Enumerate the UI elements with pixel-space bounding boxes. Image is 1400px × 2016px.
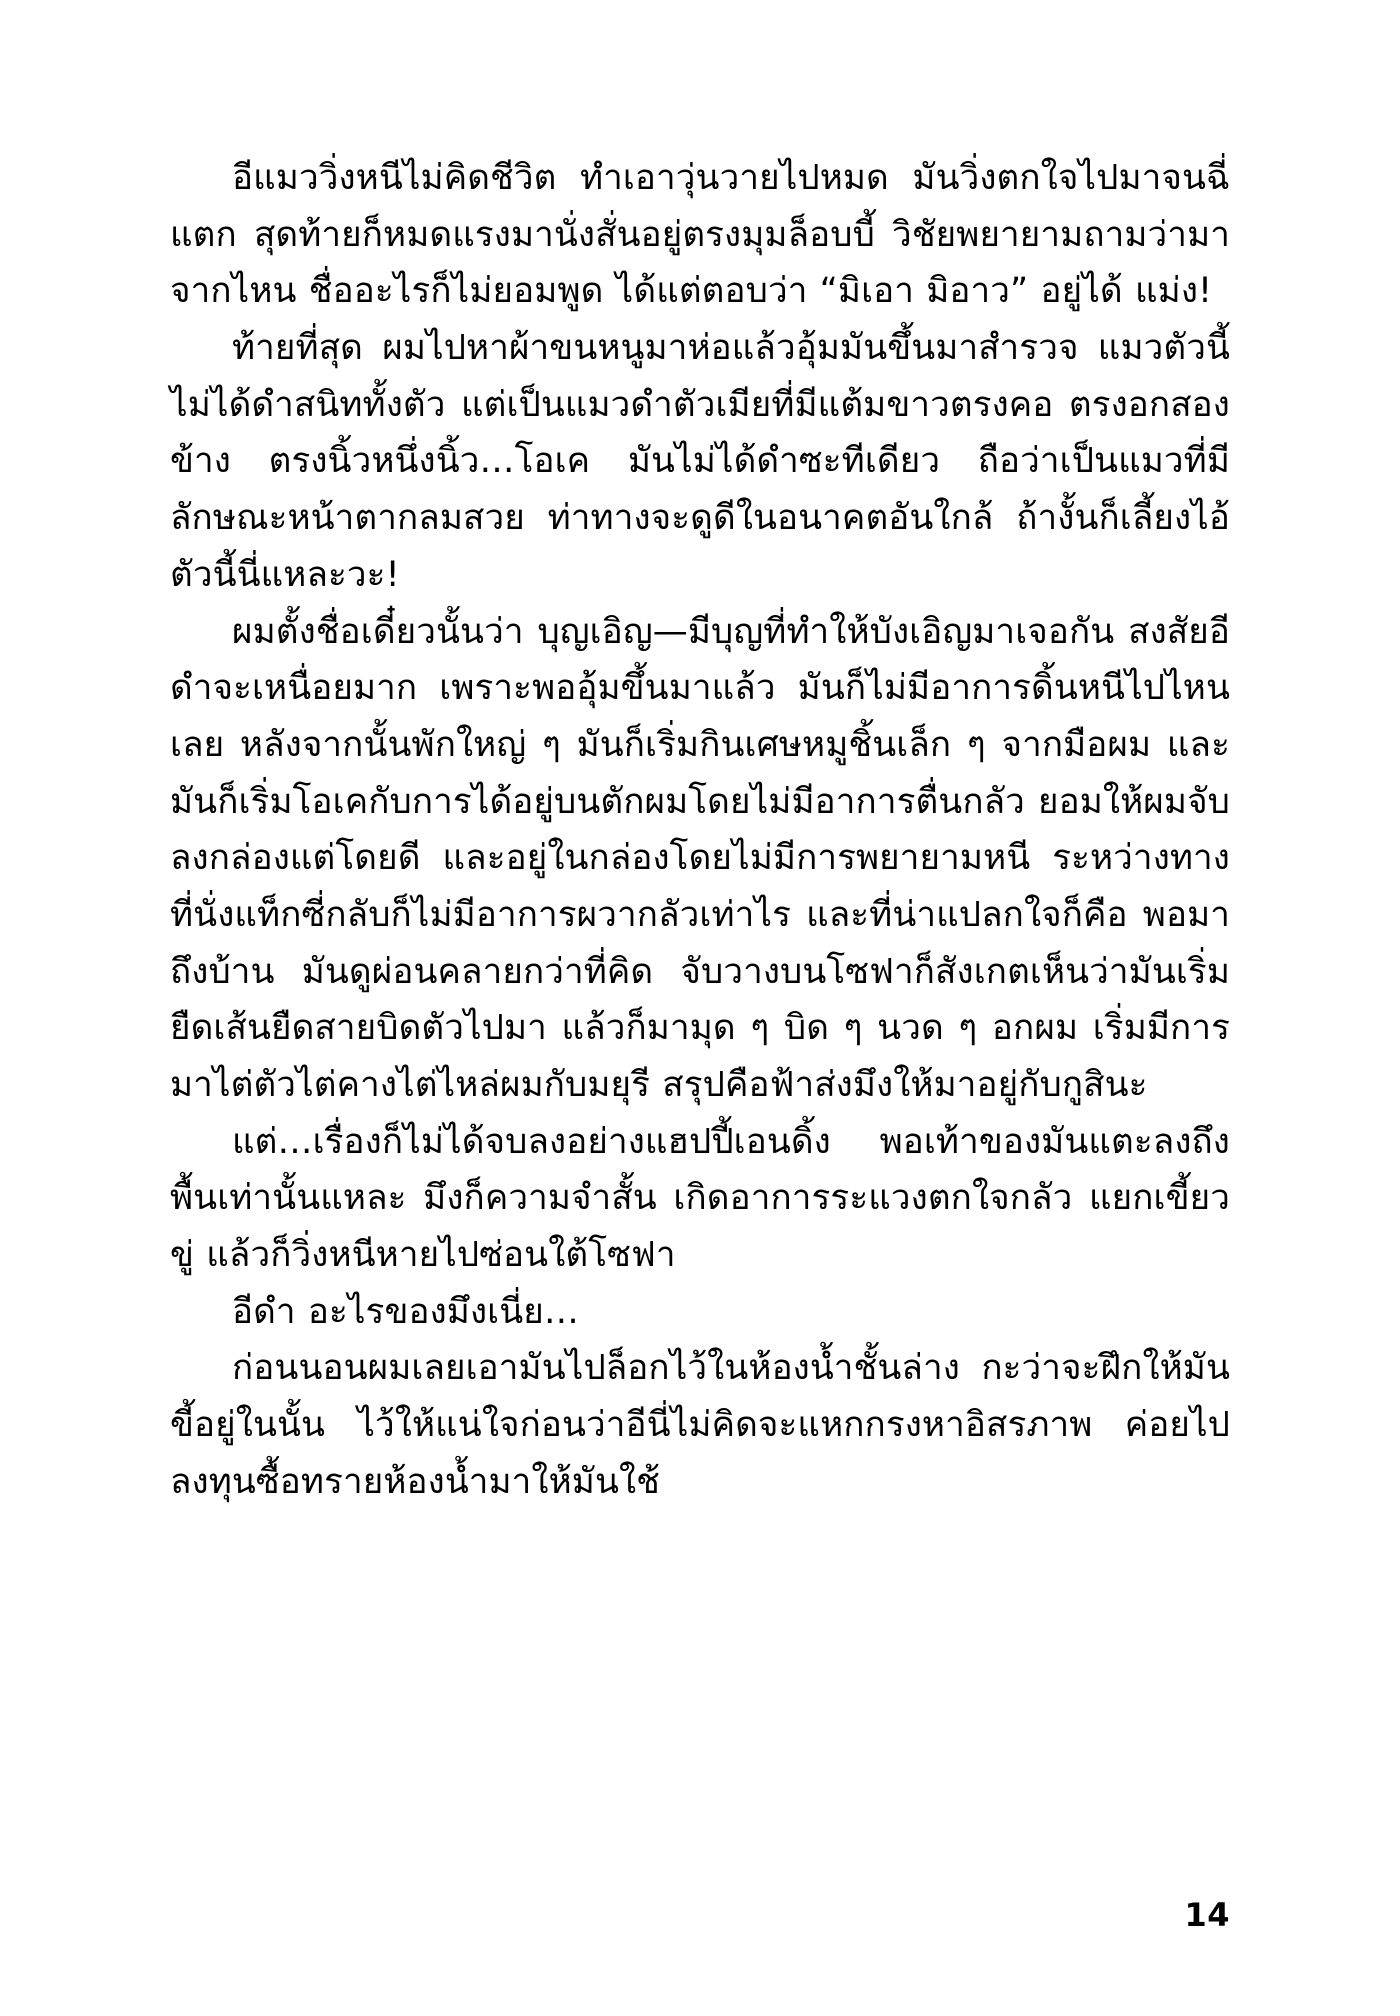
paragraph: อีดำ อะไรของมึงเนี่ย…: [232, 1291, 579, 1332]
paragraph: แต่…เรื่องก็ไม่ได้จบลงอย่างแฮปปี้เอนดิ้ง พอเท้าของมันแตะลงถึงพื้นเท่านั้นแหละ มึงก็ความจำสั้น เกิดอาการระแวงตกใจกลัว แยกเขี้ยวขู่ แล้วก็วิ่งหนีหายไปซ่อนใต้โซฟา: [170, 1121, 1230, 1276]
page-number: 14: [1184, 1896, 1230, 1934]
page-body: [170, 150, 1230, 1511]
paragraph: ท้ายที่สุด ผมไปหาผ้าขนหนูมาห่อแล้วอุ้มมันขึ้นมาสำรวจ แมวตัวนี้ไม่ได้ดำสนิททั้งตัว แต่เป็นแมวดำตัวเมียที่มีแต้มขาวตรงคอ ตรงอกสองข้าง ตรงนิ้วหนึ่งนิ้ว…โอเค มันไม่ได้ดำซะทีเดียว ถือว่าเป็นแมวที่มีลักษณะหน้าตากลมสวย ท่าทางจะดูดีในอนาคตอันใกล้ ถ้างั้นก็เลี้ยงไอ้ตัวนี้นี่แหละวะ!: [170, 328, 1230, 595]
paragraph: ผมตั้งชื่อเดี๋ยวนั้นว่า บุญเอิญ—มีบุญที่ทำให้บังเอิญมาเจอกัน สงสัยอีดำจะเหนื่อยมาก เพราะพออุ้มขึ้นมาแล้ว มันก็ไม่มีอาการดิ้นหนีไปไหนเลย หลังจากนั้นพักใหญ่ ๆ มันก็เริ่มกินเศษหมูชิ้นเล็ก ๆ จากมือผม และมันก็เริ่มโอเคกับการได้อยู่บนตักผมโดยไม่มีอาการตื่นกลัว ยอมให้ผมจับลงกล่องแต่โดยดี และอยู่ในกล่องโดยไม่มีการพยายามหนี ระหว่างทางที่นั่งแท็กซี่กลับก็ไม่มีอาการผวากลัวเท่าไร และที่น่าแปลกใจก็คือ พอมาถึงบ้าน มันดูผ่อนคลายกว่าที่คิด จับวางบนโซฟาก็สังเกตเห็นว่ามันเริ่มยืดเส้นยืดสายบิดตัวไปมา แล้วก็มามุด ๆ บิด ๆ นวด ๆ อกผม เริ่มมีการมาไต่ตัวไต่คางไต่ไหล่ผมกับมยุรี สรุปคือฟ้าส่งมึงให้มาอยู่กับกูสินะ: [170, 611, 1230, 1105]
paragraph: อีแมววิ่งหนีไม่คิดชีวิต ทำเอาวุ่นวายไปหมด มันวิ่งตกใจไปมาจนฉี่แตก สุดท้ายก็หมดแรงมานั่งสั่นอยู่ตรงมุมล็อบบี้ วิชัยพยายามถามว่ามาจากไหน ชื่ออะไรก็ไม่ยอมพูด ได้แต่ตอบว่า “มิเอา มิอาว” อยู่ได้ แม่ง!: [170, 158, 1230, 312]
paragraph: ก่อนนอนผมเลยเอามันไปล็อกไว้ในห้องน้ำชั้นล่าง กะว่าจะฝึกให้มันขี้อยู่ในนั้น ไว้ให้แน่ใจก่อนว่าอีนี่ไม่คิดจะแหกกรงหาอิสรภาพ ค่อยไปลงทุนซื้อทรายห้องน้ำมาให้มันใช้: [170, 1348, 1230, 1502]
